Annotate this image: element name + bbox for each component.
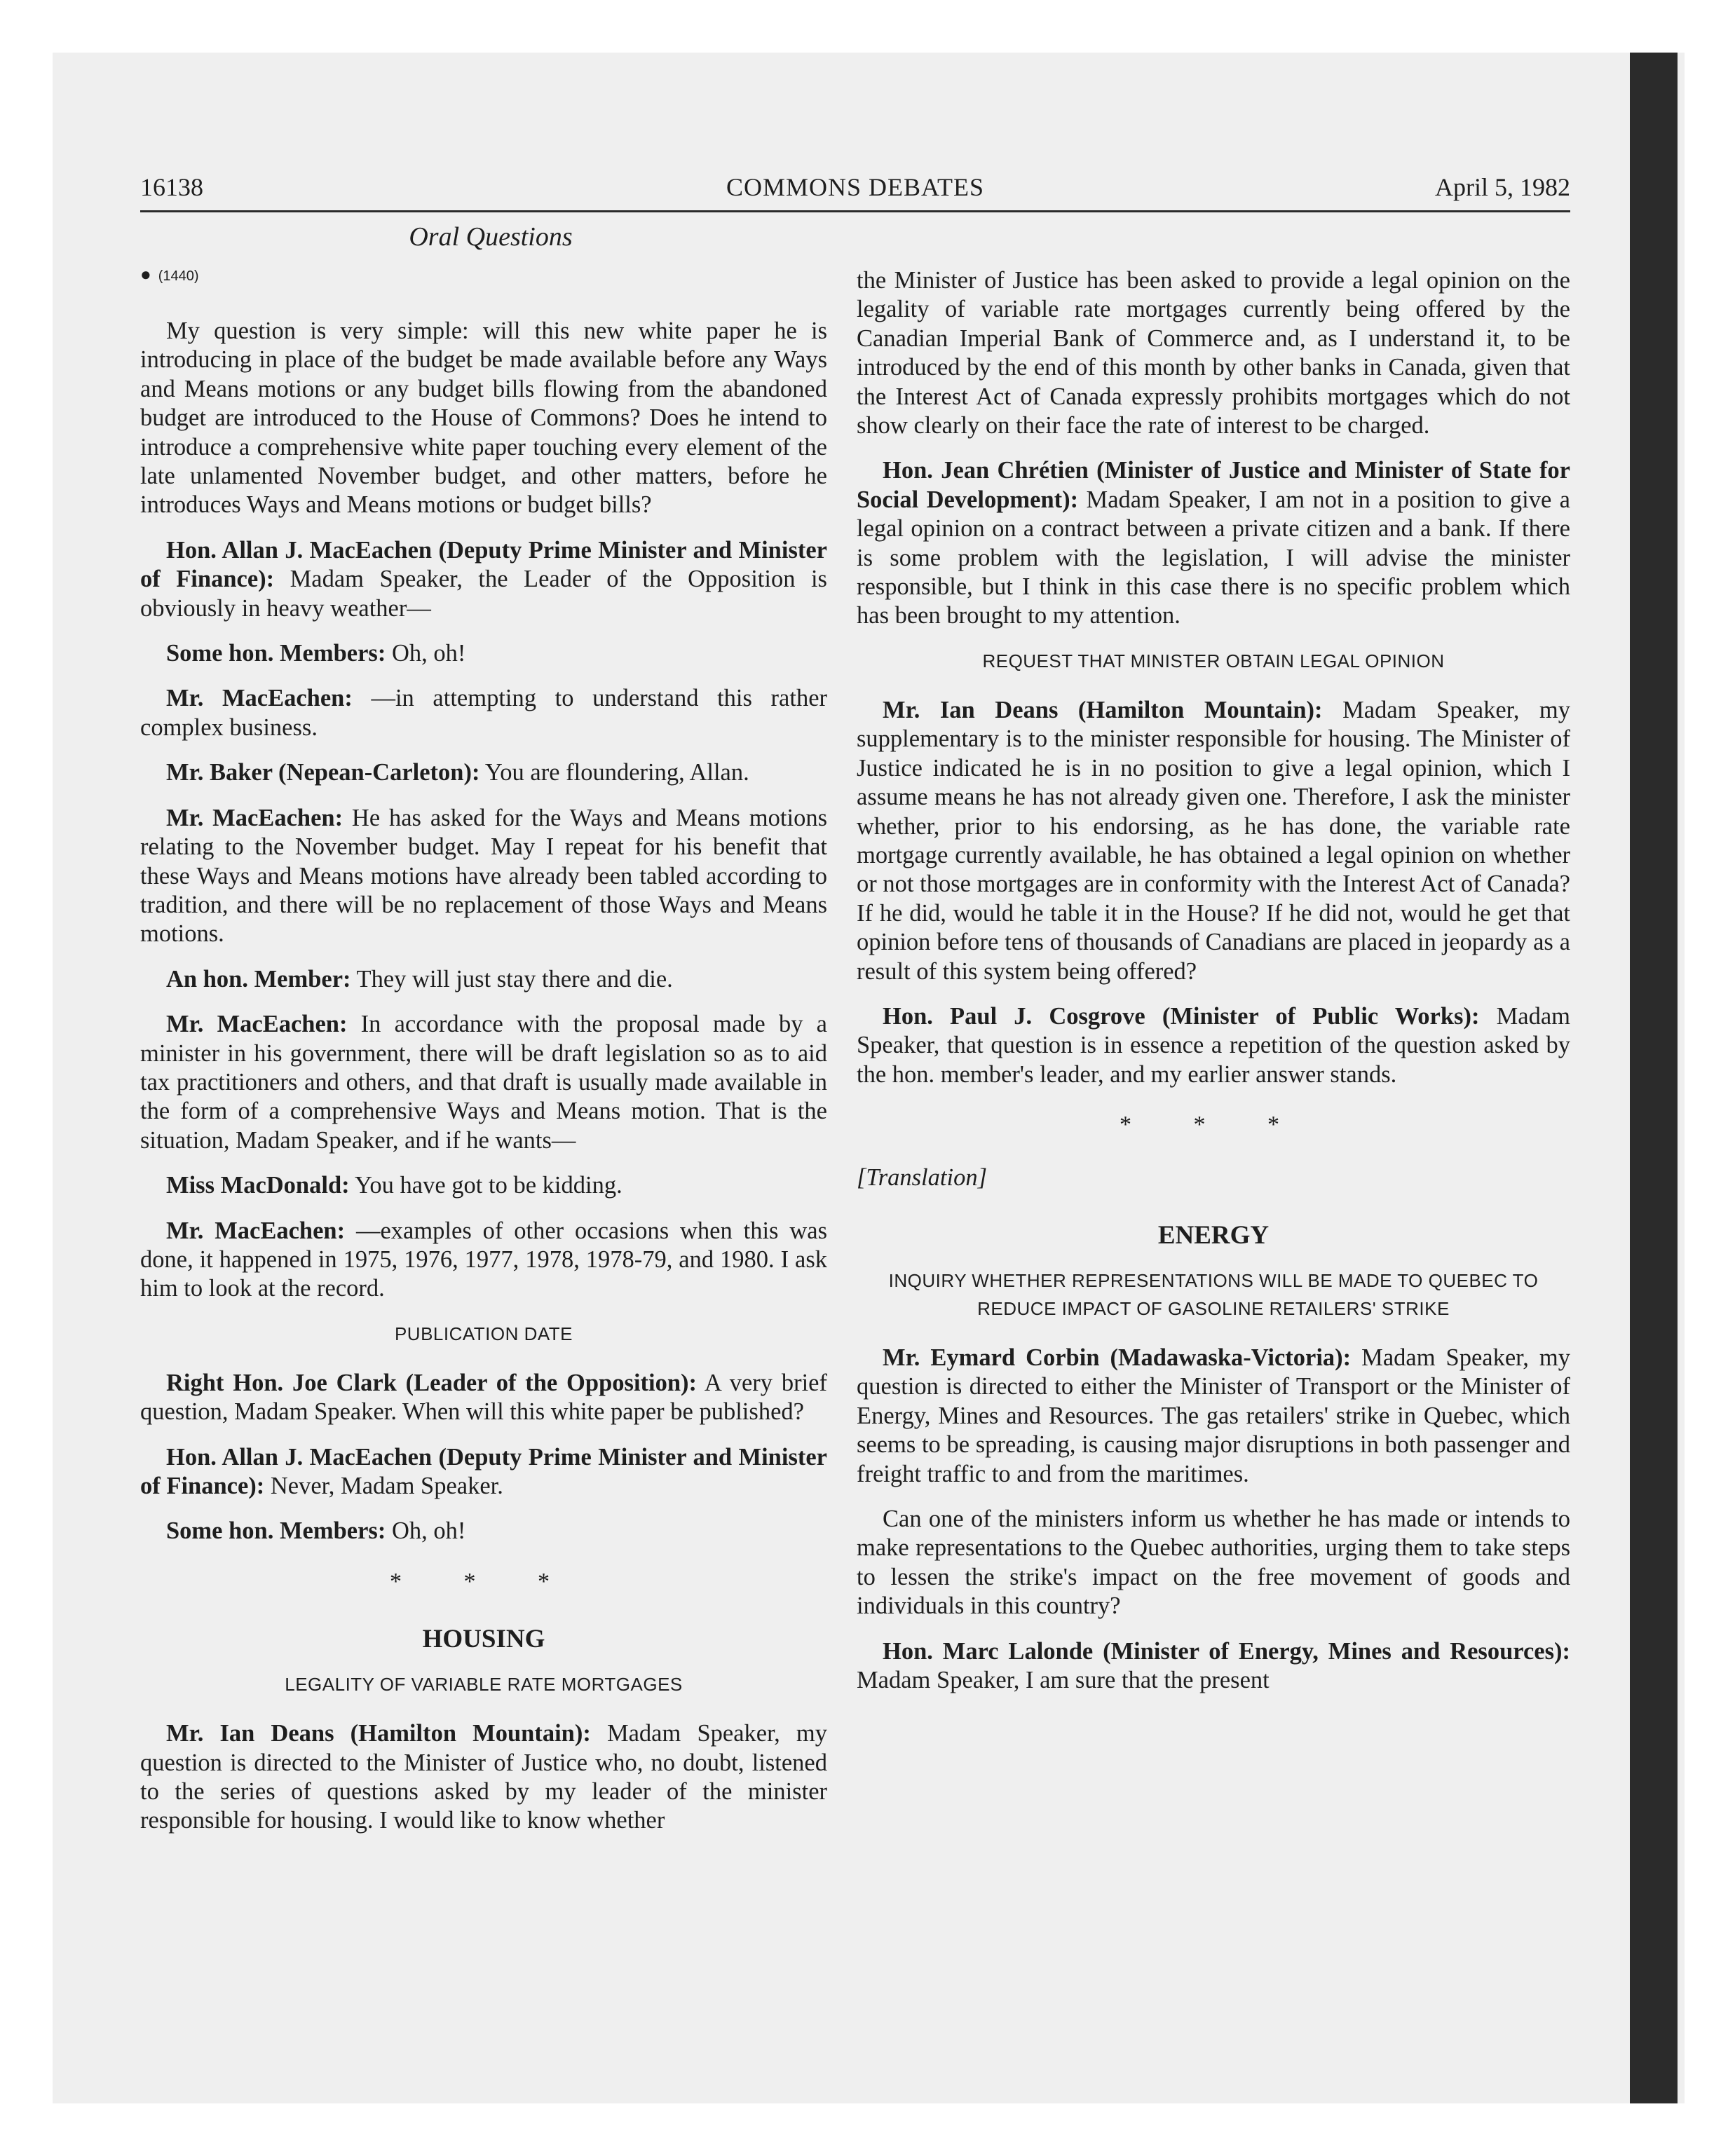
scan-edge-bar [1630,53,1678,2103]
speaker: Hon. Allan J. MacEachen (Deputy Prime Minister and Minister of Finance): [140,1443,827,1499]
speech: Never, Madam Speaker. [264,1473,503,1499]
speaker: Mr. MacEachen: [166,804,343,831]
left-column [140,317,827,1852]
speech: Madam Speaker, I am not in a position to give a legal opinion on a contract between a private citizen and a bank. If there is some problem with the legislation, I will advise the minister responsible, but I think in this case there is no specific problem which has been brought to my attention. [857,486,1570,629]
paragraph: the Minister of Justice has been asked to provide a legal opinion on the legality of variable rate mortgages currently being offered by the Canadian Imperial Bank of Commerce and, as I understand it, to be introduced by the end of this month by other banks in Canada, given that the Interest Act of Canada expressly prohibits mortgages which do not show clearly on their face the rate of interest to be charged. [857,267,1570,439]
speaker: Hon. Jean Chrétien (Minister of Justice and Minister of State for Social Development): [857,457,1570,513]
speaker: Miss MacDonald: [166,1172,350,1199]
speaker: An hon. Member: [166,965,351,992]
time-marker [140,264,199,285]
speech: They will just stay there and die. [351,965,673,992]
bullet-icon: ● [140,264,151,285]
speaker: Mr. MacEachen: [166,1217,346,1244]
speech: Madam Speaker, I am sure that the present [857,1667,1270,1694]
paragraph [140,1369,827,1427]
speech: Oh, oh! [386,1517,466,1545]
translation-note: [Translation] [857,1164,987,1191]
paragraph: My question is very simple: will this new white paper he is introducing in place of the budget be made available before any Ways and Means motions or any budget bills flowing from the abandoned budget are introduced to the House of Commons? Does he intend to introduce a comprehensive white paper touching every element of the late unlamented November budget, and other matters, before he introduces Ways and Means motions or budget bills? [140,318,827,519]
paragraph [857,1637,1570,1696]
paragraph [140,1010,827,1155]
paragraph [140,536,827,623]
page-header [140,167,1570,212]
time-marker-text: (1440) [158,268,199,284]
speech: Madam Speaker, the Leader of the Opposition is obviously in heavy weather— [140,566,827,622]
speaker: Some hon. Members: [166,640,386,667]
right-column [857,266,1570,1711]
section-heading: ENERGY [1157,1220,1270,1250]
speaker: Mr. Eymard Corbin (Madawaska-Victoria): [883,1344,1352,1371]
speaker: Mr. Ian Deans (Hamilton Mountain): [883,696,1323,723]
speaker: Hon. Paul J. Cosgrove (Minister of Public Works): [883,1002,1480,1030]
speaker: Right Hon. Joe Clark (Leader of the Opposition): [166,1369,698,1396]
paragraph [857,696,1570,986]
paragraph [140,804,827,949]
speech: Oh, oh! [386,640,466,667]
speech: A very brief question, Madam Speaker. When will this white paper be published? [140,1369,827,1426]
paragraph [140,684,827,742]
paragraph [140,1217,827,1304]
speech: Madam Speaker, my supplementary is to the minister responsible for housing. The Minister of Justice indicated he is in no position to give a legal opinion, which I assume means he has not already given one. Therefore, I ask the minister whether, prior to his endorsing, as he has done, the variable rate mortgage currently available, he has obtained a legal opinion on whether or not those mortgages are in conformity with the Interest Act of Canada? If he did, would he table it in the House? If he did not, would he get that opinion before tens of thousands of Canadians are placed in jeopardy as a result of this system being offered? [857,696,1570,985]
speech: You are floundering, Allan. [479,759,749,786]
subheading: INQUIRY WHETHER REPRESENTATIONS WILL BE MADE TO QUEBEC TO REDUCE IMPACT OF GASOLINE RETAILERS' STRIKE [888,1269,1539,1319]
speech: Madam Speaker, that question is in essence a repetition of the question asked by the hon. member's leader, and my earlier answer stands. [857,1002,1570,1088]
speaker: Hon. Allan J. MacEachen (Deputy Prime Minister and Minister of Finance): [140,536,827,593]
speech: You have got to be kidding. [349,1172,622,1199]
section-label: Oral Questions [409,222,573,252]
speaker: Hon. Marc Lalonde (Minister of Energy, Mines and Resources): [883,1637,1570,1665]
speaker: Mr. MacEachen: [166,685,353,712]
speech: —in attempting to understand this rather complex business. [140,685,827,741]
publication-title: COMMONS DEBATES [726,173,985,201]
publication-date: April 5, 1982 [1435,173,1570,201]
section-heading: HOUSING [422,1625,545,1654]
section-separator: * * * [1120,1112,1307,1138]
speaker: Mr. Ian Deans (Hamilton Mountain): [166,1720,591,1747]
paragraph [140,1171,827,1200]
section-separator: * * * [390,1568,578,1595]
paragraph [140,639,827,668]
subheading: REQUEST THAT MINISTER OBTAIN LEGAL OPINION [982,650,1445,671]
speaker: Mr. MacEachen: [166,1011,348,1038]
page-number: 16138 [140,173,203,201]
speaker: Mr. Baker (Nepean-Carleton): [166,759,480,786]
speech: In accordance with the proposal made by a minister in his government, there will be draft legislation so as to aid tax practitioners and others, and that draft is usually made available in the form of a comprehensive Ways and Means motion. That is the situation, Madam Speaker, and if he wants— [140,1011,827,1154]
speaker: Some hon. Members: [166,1517,386,1545]
paragraph [857,456,1570,630]
speech: Madam Speaker, my question is directed to either the Minister of Transport or the Minister of Energy, Mines and Resources. The gas retailers' strike in Quebec, which seems to be spreading, is causing major disruptions in both passenger and freight traffic to and from the maritimes. [857,1344,1570,1487]
paragraph [857,1002,1570,1089]
paragraph [140,965,827,994]
paragraph: Can one of the ministers inform us whether he has made or intends to make representations to the Quebec authorities, urging them to take steps to lessen the strike's impact on the free movement of goods and individuals in this country? [857,1506,1570,1620]
paragraph [857,1344,1570,1489]
paragraph [140,1719,827,1836]
paragraph [140,758,827,787]
speech: Madam Speaker, my question is directed to the Minister of Justice who, no doubt, listened to the series of questions asked by my leader of the minister responsible for housing. I would like to know whether [140,1720,827,1834]
subheading: PUBLICATION DATE [394,1323,573,1344]
speech: —examples of other occasions when this was done, it happened in 1975, 1976, 1977, 1978, 1978-79, and 1980. I ask him to look at the record. [140,1217,827,1302]
subheading: LEGALITY OF VARIABLE RATE MORTGAGES [285,1674,683,1696]
paragraph [140,1443,827,1501]
paragraph [140,1517,827,1546]
speech: He has asked for the Ways and Means motions relating to the November budget. May I repeat for his benefit that these Ways and Means motions have already been tabled according to tradition, and there will be no replacement of those Ways and Means motions. [140,804,827,948]
